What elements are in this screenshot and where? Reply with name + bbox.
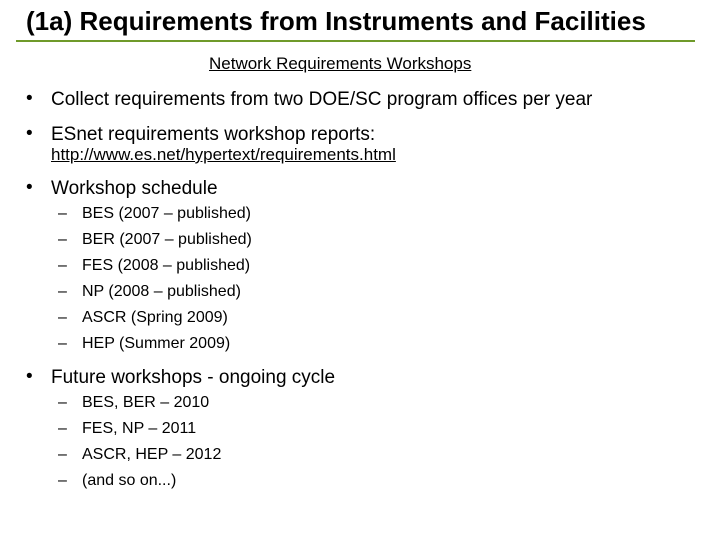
dash-icon: –: [58, 257, 67, 274]
dash-icon: –: [58, 335, 67, 352]
dash-icon: –: [58, 472, 67, 489]
slide-title: (1a) Requirements from Instruments and Facilities: [26, 6, 646, 36]
schedule-item-text: ASCR (Spring 2009): [82, 309, 228, 326]
title-underline-rule: [16, 40, 695, 42]
schedule-item-text: BER (2007 – published): [82, 231, 252, 248]
future-item-text: ASCR, HEP – 2012: [82, 446, 222, 463]
bullet-text: ESnet requirements workshop reports:: [51, 124, 376, 145]
bullet-icon: •: [26, 177, 33, 198]
slide-subtitle: Network Requirements Workshops: [209, 54, 472, 73]
future-item-text: FES, NP – 2011: [82, 420, 197, 437]
schedule-item-text: FES (2008 – published): [82, 257, 251, 274]
schedule-item-text: BES (2007 – published): [82, 205, 251, 222]
bullet-text: Workshop schedule: [51, 178, 218, 199]
bullet-icon: •: [26, 88, 33, 109]
future-item-text: BES, BER – 2010: [82, 394, 210, 411]
schedule-item-text: NP (2008 – published): [82, 283, 241, 300]
bullet-icon: •: [26, 366, 33, 387]
dash-icon: –: [58, 420, 67, 437]
dash-icon: –: [58, 309, 67, 326]
dash-icon: –: [58, 394, 67, 411]
dash-icon: –: [58, 446, 67, 463]
future-item-text: (and so on...): [82, 472, 177, 489]
dash-icon: –: [58, 283, 67, 300]
bullet-text: Future workshops - ongoing cycle: [51, 367, 336, 388]
bullet-icon: •: [26, 123, 33, 144]
requirements-link[interactable]: http://www.es.net/hypertext/requirements.html: [51, 145, 396, 164]
dash-icon: –: [58, 231, 67, 248]
bullet-text: Collect requirements from two DOE/SC program offices per year: [51, 89, 593, 110]
dash-icon: –: [58, 205, 67, 222]
schedule-item-text: HEP (Summer 2009): [82, 335, 231, 352]
